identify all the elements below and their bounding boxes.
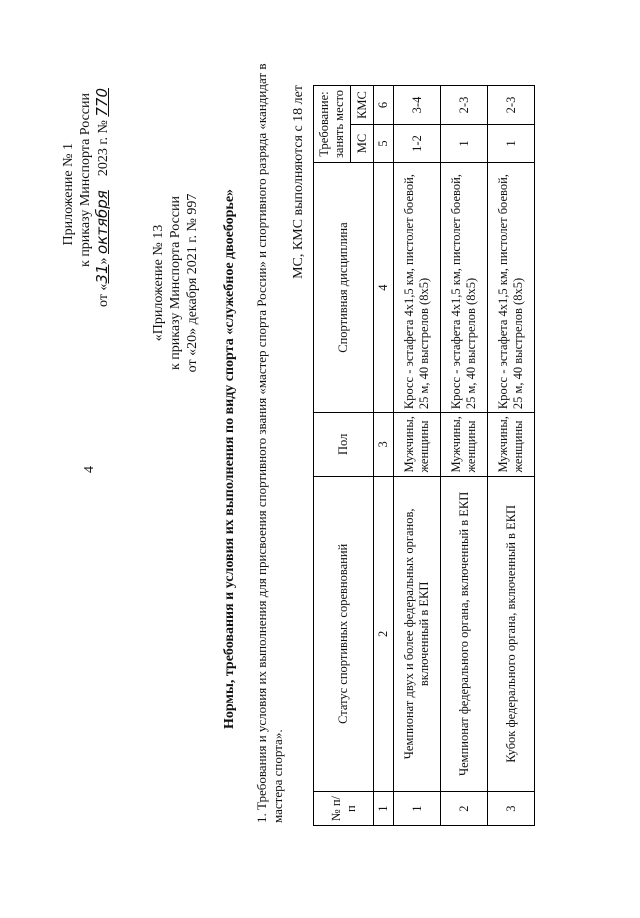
date-year: 2023 г. № xyxy=(96,120,111,177)
row-status: Чемпионат двух и более федеральных органов, включенный в ЕКП xyxy=(394,476,441,792)
row-discipline: Кросс - эстафета 4х1,5 км, пистолет боевой, 25 м, 40 выстрелов (8х5) xyxy=(488,162,535,412)
row-num: 2 xyxy=(441,792,488,826)
table-index-row xyxy=(374,86,394,826)
page-number: 4 xyxy=(82,466,97,473)
header-discipline: Спортивная дисциплина xyxy=(314,162,374,412)
row-gender: Мужчины, женщины xyxy=(394,413,441,476)
requirements-paragraph: 1. Требования и условия их выполнения для присвоения спортивного звания «мастер спорта России» и спортивного разряда «кандидат в мастера спорта». xyxy=(254,63,285,823)
date-prefix: от « xyxy=(96,283,111,307)
row-kms: 3-4 xyxy=(394,86,441,125)
date-day: 31 xyxy=(93,264,111,284)
previous-appendix-title: «Приложение № 13 xyxy=(151,224,166,342)
header-ms: МС xyxy=(351,125,374,163)
index-cell: 6 xyxy=(374,86,394,125)
row-kms: 2-3 xyxy=(488,86,535,125)
age-note: МС, КМС выполняются с 18 лет xyxy=(291,85,306,279)
document-heading: Нормы, требования и условия их выполнения по виду спорта «служебное двоеборье» xyxy=(222,188,237,730)
appendix-order-ref: к приказу Минспорта России xyxy=(78,93,93,267)
index-cell: 1 xyxy=(374,792,394,826)
index-cell: 3 xyxy=(374,413,394,476)
row-discipline: Кросс - эстафета 4х1,5 км, пистолет боевой, 25 м, 40 выстрелов (8х5) xyxy=(394,162,441,412)
index-cell: 2 xyxy=(374,476,394,792)
date-mid: » xyxy=(96,257,111,265)
row-ms: 1 xyxy=(488,125,535,163)
row-gender: Мужчины, женщины xyxy=(441,413,488,476)
order-number: 770 xyxy=(93,88,111,117)
row-status: Чемпионат федерального органа, включенный в ЕКП xyxy=(441,476,488,792)
row-kms: 2-3 xyxy=(441,86,488,125)
header-requirement: Требование: занять место xyxy=(314,86,351,163)
table-row xyxy=(394,86,441,826)
row-num: 1 xyxy=(394,792,441,826)
table-header-row xyxy=(314,86,351,826)
index-cell: 5 xyxy=(374,125,394,163)
appendix-date-line xyxy=(94,88,112,307)
table-row xyxy=(441,86,488,826)
row-ms: 1-2 xyxy=(394,125,441,163)
table-row xyxy=(488,86,535,826)
appendix-title: Приложение № 1 xyxy=(61,143,76,246)
row-discipline: Кросс - эстафета 4х1,5 км, пистолет боевой, 25 м, 40 выстрелов (8х5) xyxy=(441,162,488,412)
header-gender: Пол xyxy=(314,413,374,476)
previous-appendix-block xyxy=(150,88,201,478)
norms-table xyxy=(313,85,535,826)
index-cell: 4 xyxy=(374,162,394,412)
previous-appendix-order-ref: к приказу Минспорта России xyxy=(168,196,183,370)
previous-appendix-date: от «20» декабря 2021 г. № 997 xyxy=(185,193,200,373)
row-status: Кубок федерального органа, включенный в ЕКП xyxy=(488,476,535,792)
header-status: Статус спортивных соревнований xyxy=(314,476,374,792)
row-ms: 1 xyxy=(441,125,488,163)
header-kms: КМС xyxy=(351,86,374,125)
row-gender: Мужчины, женщины xyxy=(488,413,535,476)
row-num: 3 xyxy=(488,792,535,826)
date-month: октября xyxy=(93,190,111,254)
header-num: № п/п xyxy=(314,792,374,826)
